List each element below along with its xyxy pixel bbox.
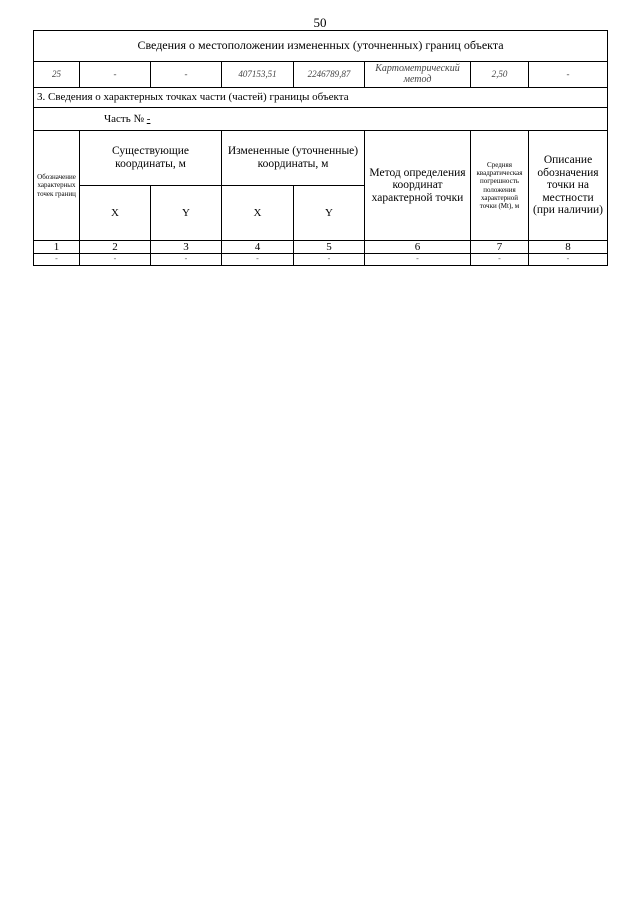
table-row <box>34 254 608 266</box>
section3-title: 3. Сведения о характерных точках части (частей) границы объекта <box>34 88 608 108</box>
header-point-designation: Обозначение характерных точек границ <box>34 131 80 241</box>
table-cell: - <box>151 254 222 266</box>
header-description: Описание обозначения точки на местности (при наличии) <box>529 131 608 241</box>
page-number: 50 <box>313 15 327 30</box>
section-title: Сведения о местоположении измененных (уточненных) границ объекта <box>34 31 608 62</box>
part-row <box>34 108 608 131</box>
coordinates-table <box>33 30 608 266</box>
column-number: 3 <box>151 241 222 254</box>
column-number: 2 <box>80 241 151 254</box>
column-number: 1 <box>34 241 80 254</box>
column-number: 7 <box>471 241 529 254</box>
table-cell: 407153,51 <box>222 62 294 88</box>
table-cell: - <box>529 62 608 88</box>
header-changed-coordinates: Измененные (уточненные) координаты, м <box>222 131 365 186</box>
table-cell: - <box>222 254 294 266</box>
column-number: 8 <box>529 241 608 254</box>
column-number: 6 <box>365 241 471 254</box>
part-number: - <box>146 112 151 125</box>
table-cell: 2246789,87 <box>294 62 365 88</box>
table-cell: - <box>294 254 365 266</box>
table-cell: - <box>365 254 471 266</box>
table-cell: 25 <box>34 62 80 88</box>
header-x-existing: X <box>80 186 151 241</box>
column-number: 4 <box>222 241 294 254</box>
table-cell: - <box>80 254 151 266</box>
header-method: Метод определения координат характерной точки <box>365 131 471 241</box>
header-x-changed: X <box>222 186 294 241</box>
header-accuracy: Средняя квадратическая погрешность положения характерной точки (Mt), м <box>471 131 529 241</box>
table-cell: 2,50 <box>471 62 529 88</box>
table-cell: - <box>151 62 222 88</box>
table-cell: Картометрический метод <box>365 62 471 88</box>
header-existing-coordinates: Существующие координаты, м <box>80 131 222 186</box>
table-cell: - <box>80 62 151 88</box>
table-row <box>34 62 608 88</box>
header-y-changed: Y <box>294 186 365 241</box>
table-cell: - <box>471 254 529 266</box>
column-numbers-row <box>34 241 608 254</box>
table-cell: - <box>34 254 80 266</box>
table-cell: - <box>529 254 608 266</box>
part-label: Часть № <box>104 112 144 125</box>
header-y-existing: Y <box>151 186 222 241</box>
column-number: 5 <box>294 241 365 254</box>
